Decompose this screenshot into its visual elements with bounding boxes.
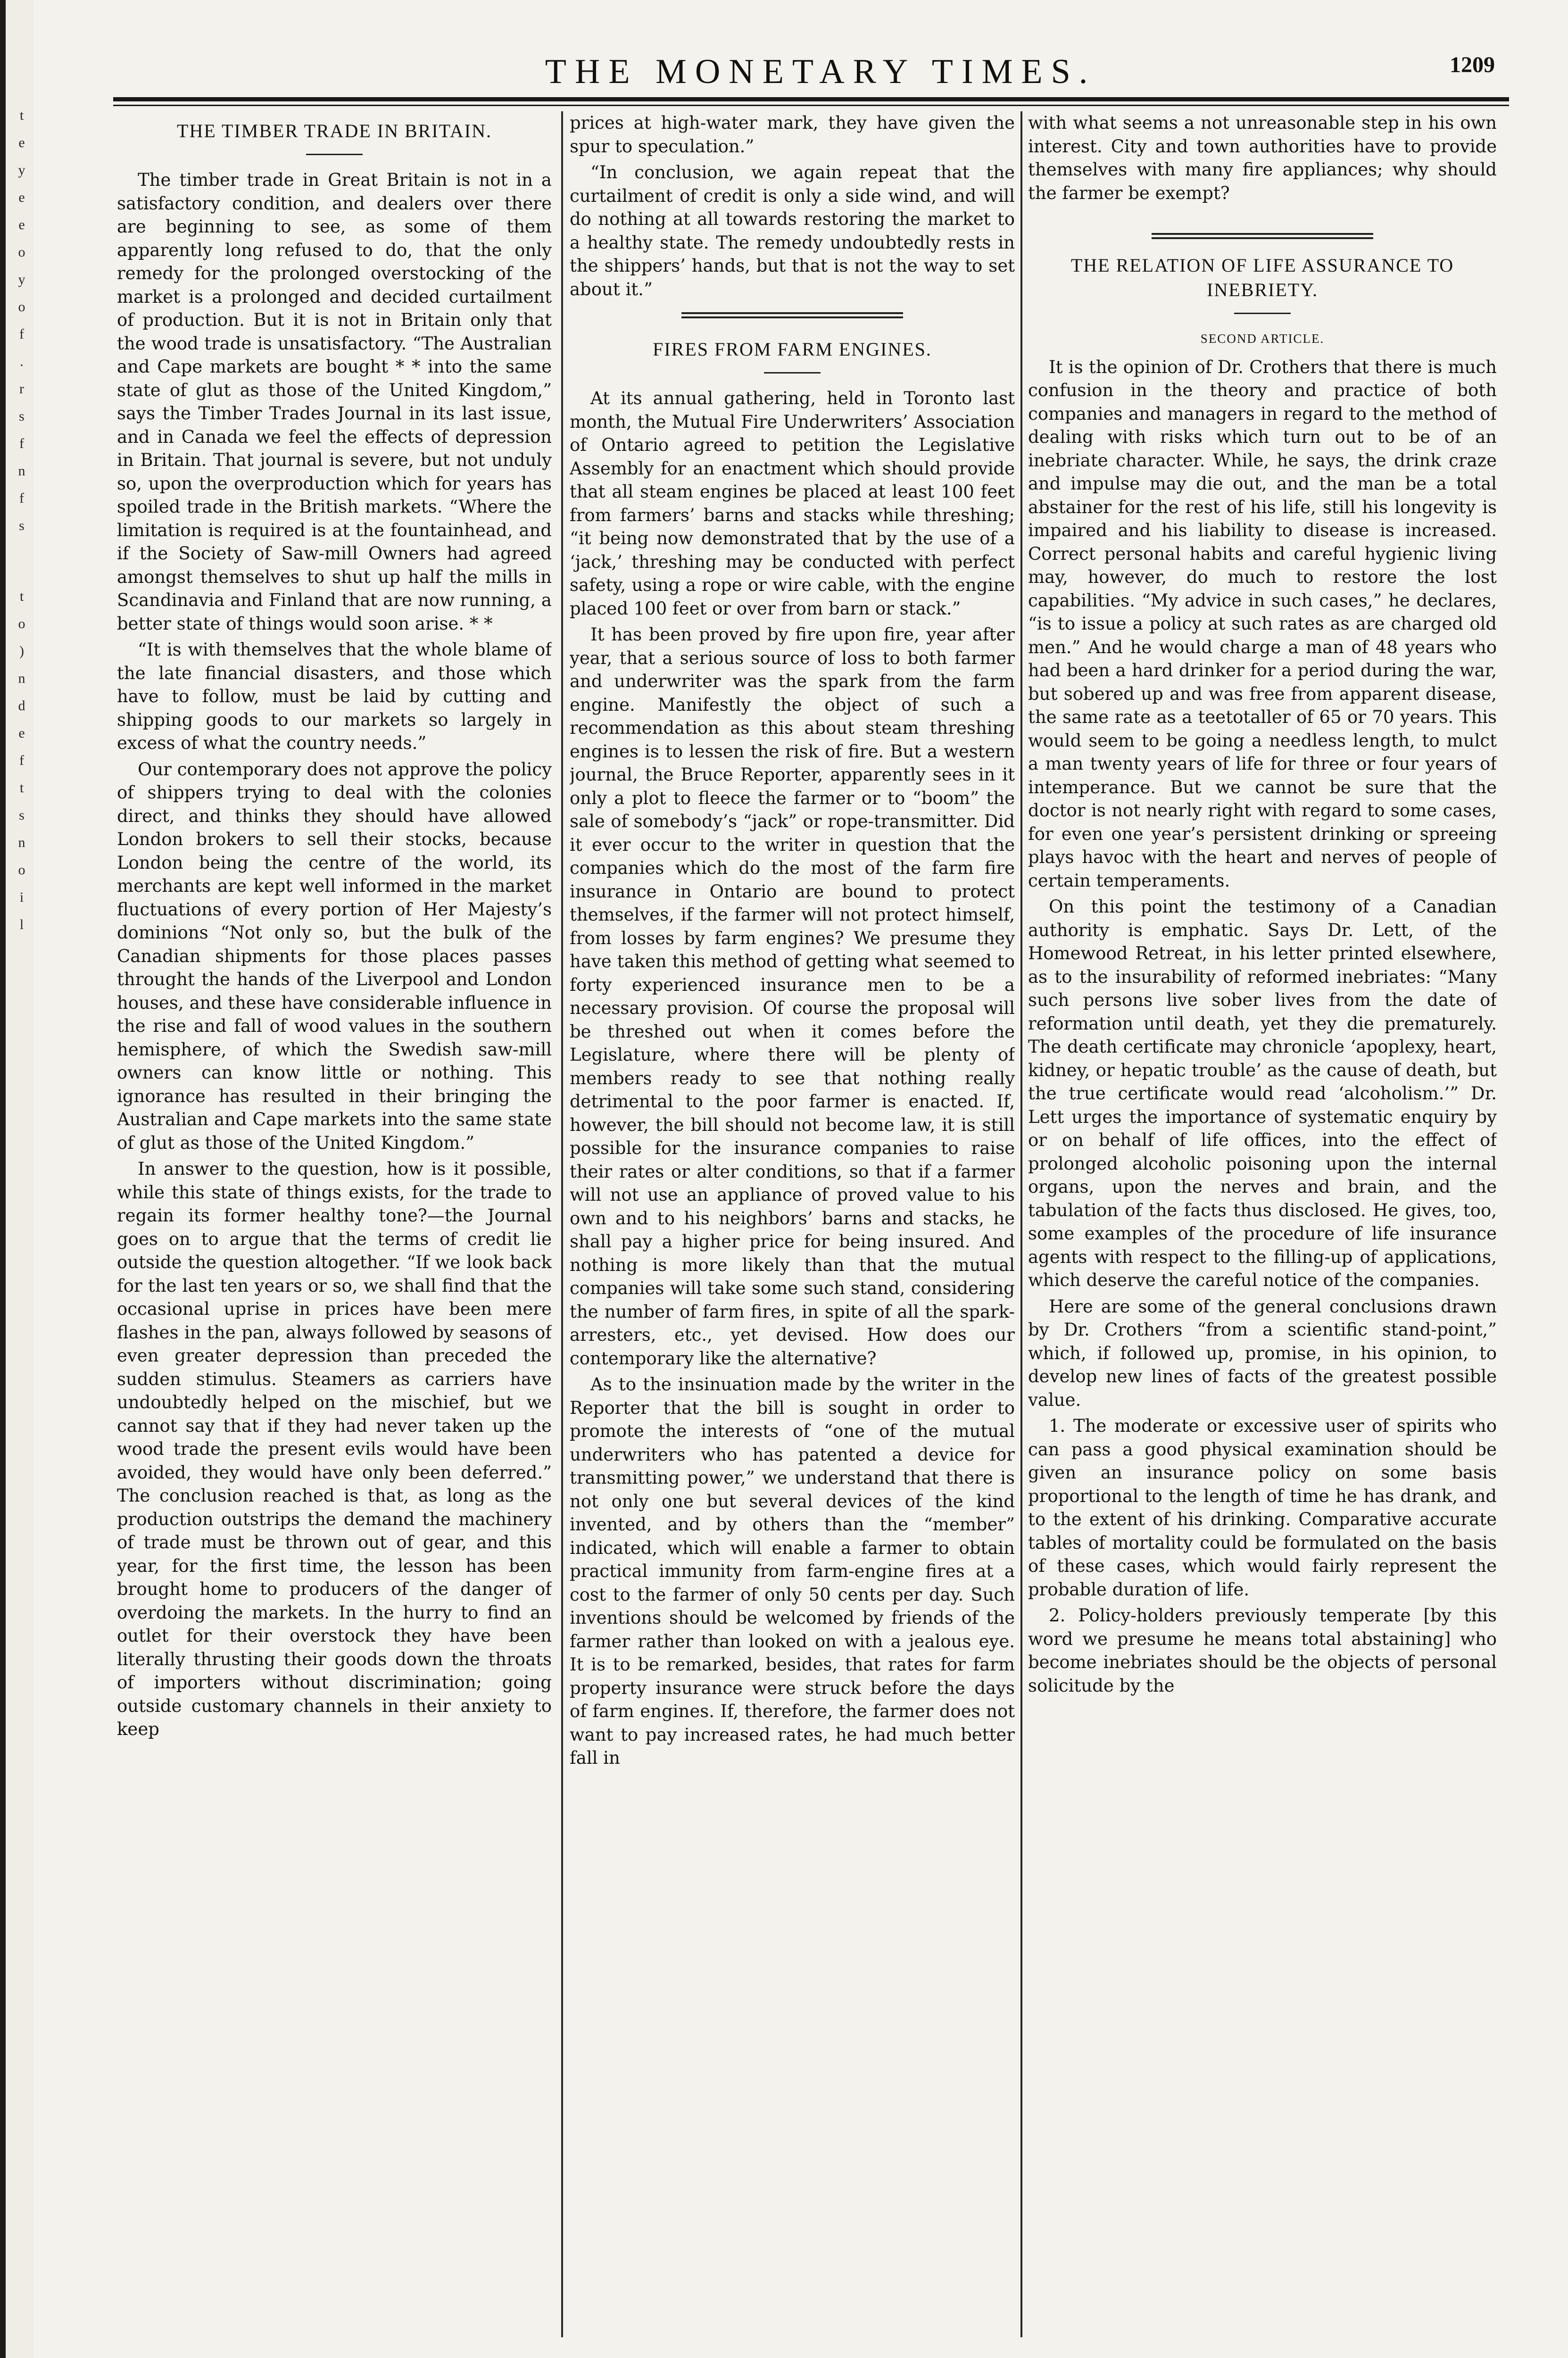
column-2 bbox=[570, 111, 1015, 2337]
paragraph: It has been proved by fire upon fire, year after year, that a serious source of loss to both farmer and underwriter was the spark from the farm engine. Manifestly the object of such a recommendation as this about steam threshing engines is to lessen the risk of fire. But a western journal, the Bruce Reporter, apparently sees in it only a plot to fleece the farmer or to “boom” the sale of somebody’s “jack” or rope-transmitter. Did it ever occur to the writer in question that the companies which do the most of the farm fire insurance in Ontario are bound to protect themselves, if the farmer will not protect himself, from losses by farm engines? We presume they have taken this method of getting what seemed to forty experienced insurance men to be a necessary provision. Of course the proposal will be threshed out when it comes before the Legislature, where there will be plenty of members ready to see that nothing really detrimental to the poor farmer is enacted. If, however, the bill should not become law, it is still possible for the insurance companies to raise their rates or alter conditions, so that if a farmer will not use an appliance of proved value to his own and to his neighbors’ barns and stacks, he shall pay a higher price for being insured. And nothing is more likely than that the mutual companies will take some such stand, considering the number of farm fires, in spite of all the spark-arresters, etc., yet devised. How does our contemporary like the alternative? bbox=[570, 624, 1015, 1369]
masthead-title: THE MONETARY TIMES. bbox=[545, 52, 1096, 91]
gutter-fragment: o bbox=[18, 862, 25, 878]
gutter-fragment: e bbox=[18, 217, 25, 232]
gutter-fragment: o bbox=[18, 244, 25, 260]
gutter-fragment: f bbox=[19, 326, 24, 342]
article-separator bbox=[1152, 233, 1373, 239]
gutter-fragment: d bbox=[18, 698, 25, 714]
gutter-fragment: s bbox=[19, 408, 25, 424]
scan-edge bbox=[0, 0, 6, 2358]
paragraph: On this point the testimony of a Canadian authority is emphatic. Says Dr. Lett, of the Homewood Retreat, in his letter printed elsewhere, as to the insurability of reformed inebriates: “Many such persons live sober lives from the date of reformation until death, yet they die prematurely. The death certificate may chronicle ‘apoplexy, heart, kidney, or hepatic trouble’ as the cause of death, but the true certificate would read ‘alcoholism.’” Dr. Lett urges the importance of systematic enquiry by or on behalf of life offices, into the effect of prolonged alcoholic poisoning upon the internal organs, upon the nerves and brain, and the tabulation of the facts thus disclosed. He gives, too, some examples of the procedure of life insurance agents with respect to the filling-up of applications, which deserve the careful notice of the companies. bbox=[1028, 897, 1497, 1290]
page-number: 1209 bbox=[1450, 52, 1495, 77]
gutter-fragment: f bbox=[19, 753, 24, 768]
paragraph: Our contemporary does not approve the policy of shippers trying to deal with the colonies direct, and thinks they should have allowed London brokers to sell their stocks, because London being the centre of the world, its merchants are kept well informed in the market fluctuations of every portion of Her Majesty’s dominions “Not only so, but the bulk of the Canadian shipments for those places passes throught the hands of the Liverpool and London houses, and these have considerable influence in the rise and fall of wood values in the southern hemisphere, of which the Swedish saw-mill owners can know little or nothing. This ignorance has resulted in their bringing the Australian and Cape markets into the same state of glut as those of the United Kingdom.” bbox=[117, 759, 552, 1153]
gutter-fragment: e bbox=[18, 135, 25, 150]
gutter-fragment: f bbox=[19, 490, 24, 506]
gutter-fragment: e bbox=[18, 725, 25, 741]
article-title-timber: THE TIMBER TRADE IN BRITAIN. bbox=[177, 120, 492, 141]
gutter-fragment: n bbox=[18, 671, 25, 686]
paragraph: “It is with themselves that the whole blame of the late financial disasters, and those which have to follow, must be laid by cutting and shipping goods to our markets so largely in excess of what the country needs.” bbox=[117, 639, 552, 753]
paragraph: It is the opinion of Dr. Crothers that there is much confusion in the theory and practice of both companies and managers in regard to the method of dealing with risks which turn out to be of an inebriate character. While, he says, the drink craze and impulse may die out, and the man be a total abstainer for the rest of his life, still his longevity is impaired and his liability to disease is increased. Correct personal habits and careful hygienic living may, however, do much to restore the lost capabilities. “My advice in such cases,” he declares, “is to issue a policy at such rates as are charged old men.” And he would charge a man of 48 years who had been a hard drinker for a period during the war, but sobered up and was free from apparent disease, the same rate as a teetotaller of 65 or 70 years. This would seem to be going a needless length, to mulct a man twenty years of life for three or four years of intemperance. But we cannot be sure that the doctor is not nearly right with regard to some cases, for even one year’s persistent drinking or spreeing plays havoc with the heart and nerves of people of certain temperaments. bbox=[1028, 357, 1497, 891]
gutter-fragment: s bbox=[19, 518, 25, 533]
paragraph: prices at high-water mark, they have given the spur to speculation.” bbox=[570, 113, 1015, 157]
article-separator bbox=[681, 312, 903, 318]
masthead-rule-thin bbox=[113, 105, 1509, 106]
gutter-fragment: e bbox=[18, 190, 25, 205]
gutter-fragment: ) bbox=[19, 643, 24, 659]
gutter-fragment: f bbox=[19, 436, 24, 451]
column-divider bbox=[1020, 111, 1022, 2337]
paragraph: In answer to the question, how is it possible, while this state of things exists, for the trade to regain its former healthy tone?—the Journal goes on to argue that the terms of credit lie outside the question altogether. “If we look back for the last ten years or so, we shall find that the occasional uprise in prices have been mere flashes in the pan, always followed by seasons of even greater depression than preceded the sudden stimulus. Steamers as carriers have undoubtedly helped on the mischief, but we cannot say that if they had never taken up the wood trade the present evils would have been avoided, they would have only been deferred.” The conclusion reached is that, as long as the production outstrips the demand the machinery of trade must be thrown out of gear, and this year, for the first time, the lesson has been brought home to producers of the danger of overdoing the markets. In the hurry to find an outlet for their overstock they have been literally thrusting their goods down the throats of importers without discrimination; going outside customary channels in their anxiety to keep bbox=[117, 1159, 552, 1739]
paragraph: with what seems a not unreasonable step in his own interest. City and town authorities have to provide themselves with many fire appliances; why should the farmer be exempt? bbox=[1028, 113, 1497, 203]
column-divider bbox=[561, 111, 563, 2337]
article-title-fires: FIRES FROM FARM ENGINES. bbox=[653, 339, 932, 360]
gutter-fragment: i bbox=[19, 889, 24, 905]
gutter-fragment: y bbox=[18, 272, 25, 287]
masthead bbox=[113, 23, 1528, 103]
gutter-fragment: s bbox=[19, 807, 25, 823]
gutter-fragment: o bbox=[18, 616, 25, 631]
gutter-fragment: t bbox=[19, 780, 24, 796]
gutter-fragment: n bbox=[18, 463, 25, 479]
gutter-fragments bbox=[6, 0, 34, 2358]
paragraph: As to the insinuation made by the writer in the Reporter that the bill is sought in order to promote the interests of “one of the mutual underwriters who has patented a device for transmitting power,” we understand that there is not only one but several devices of the kind invented, and by others than the “member” indicated, which will enable a farmer to obtain practical immunity from farm-engine fires at a cost to the farmer of only 50 cents per day. Such inventions should be welcomed by friends of the farmer rather than looked on with a jealous eye. It is to be remarked, besides, that rates for farm property insurance were struck before the days of farm engines. If, therefore, the farmer does not want to pay increased rates, he had much better fall in bbox=[570, 1374, 1015, 1768]
column-3 bbox=[1028, 111, 1497, 2337]
gutter-fragment: o bbox=[18, 299, 25, 315]
gutter-fragment: r bbox=[19, 381, 24, 397]
paragraph: At its annual gathering, held in Toronto last month, the Mutual Fire Underwriters’ Association of Ontario agreed to petition the Legislative Assembly for an enactment which should provide that all steam engines be placed at least 100 feet from farmers’ barns and stacks while threshing; “it being now demonstrated that by the use of a ‘jack,’ threshing may be conducted with perfect safety, using a rope or wire cable, with the engine placed 100 feet or over from barn or stack.” bbox=[570, 388, 1015, 619]
paragraph: The timber trade in Great Britain is not in a satisfactory condition, and dealers over there are beginning to see, as some of them apparently long refused to do, that the only remedy for the prolonged overstocking of the market is a prolonged and decided curtailment of production. But it is not in Britain only that the wood trade is unsatisfactory. “The Australian and Cape markets are bought * * into the same state of glut as those of the United Kingdom,” says the Timber Trades Journal in its last issue, and in Canada we feel the effects of depression in Britain. That journal is severe, but not unduly so, upon the overproduction which for years has spoiled trade in the British markets. “Where the limitation is required is at the fountainhead, and if the Society of Saw-mill Owners had agreed amongst themselves to shut up half the mills in Scandinavia and Finland that are now running, a better state of things would soon arise. * * bbox=[117, 170, 552, 634]
column-1 bbox=[117, 111, 552, 2337]
gutter-fragment: t bbox=[19, 589, 24, 604]
section-rule bbox=[764, 372, 821, 374]
section-rule bbox=[1234, 313, 1291, 314]
gutter-fragment: . bbox=[20, 354, 24, 369]
paragraph: “In conclusion, we again repeat that the curtailment of credit is only a side wind, and will do nothing at all towards restoring the market to a healthy state. The remedy undoubtedly rests in the shippers’ hands, but that is not the way to set about it.” bbox=[570, 162, 1015, 299]
gutter-fragment: n bbox=[18, 835, 25, 850]
masthead-rule-thick bbox=[113, 97, 1509, 101]
paragraph: Here are some of the general conclusions drawn by Dr. Crothers “from a scientific stand-point,” which, if followed up, promise, in his opinion, to develop new lines of facts of the greatest possible value. bbox=[1028, 1296, 1497, 1410]
paragraph: 1. The moderate or excessive user of spirits who can pass a good physical examination should be given an insurance policy on some basis proportional to the length of time he has drank, and to the extent of his drinking. Comparative accurate tables of mortality could be formulated on the basis of these cases, which would fairly represent the probable duration of life. bbox=[1028, 1416, 1497, 1600]
article-title-life: THE RELATION OF LIFE ASSURANCE TO INEBRIETY. bbox=[1070, 255, 1454, 300]
gutter-fragment: l bbox=[19, 917, 24, 932]
section-rule bbox=[306, 154, 363, 155]
paragraph: 2. Policy-holders previously temperate [by this word we presume he means total abstaining] who become inebriates should be the objects of personal solicitude by the bbox=[1028, 1605, 1497, 1696]
gutter-fragment: t bbox=[19, 108, 24, 123]
article-subtitle: SECOND ARTICLE. bbox=[1200, 332, 1325, 346]
gutter-fragment: y bbox=[18, 162, 25, 178]
